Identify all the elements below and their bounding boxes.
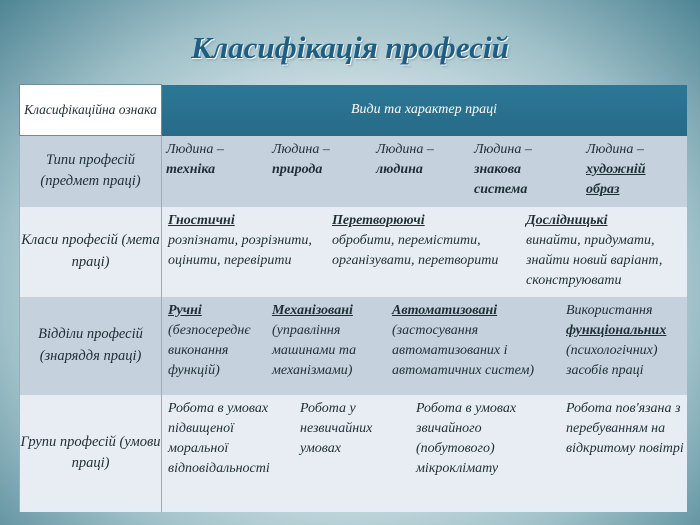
- row-label: Типи професій (предмет праці): [20, 136, 162, 207]
- class-cell: Дослідницькі винайти, придумати, знайти новий варіант, сконструювати: [526, 212, 663, 289]
- header-criteria: Класифікаційна ознака: [20, 85, 162, 136]
- group-cell: Робота пов'язана з перебуванням на відкритому повітрі: [566, 400, 684, 457]
- department-cell: Автоматизовані (застосування автоматизованих і автоматичних систем): [392, 302, 535, 379]
- header-types: Види та характер праці: [162, 85, 687, 136]
- type-cell: Людина – техніка: [166, 141, 224, 177]
- slide-title: Класифікація професій: [191, 30, 509, 65]
- type-cell: Людина – знакова система: [474, 141, 532, 198]
- type-cell: Людина – природа: [272, 141, 330, 177]
- row-label: Відділи професій (знаряддя праці): [20, 297, 162, 395]
- group-cell: Робота в умовах звичайного (побутового) мікроклімату: [416, 400, 517, 477]
- group-cell: Робота в умовах підвищеної моральної відповідальності: [168, 400, 270, 477]
- department-cell: Ручні (безпосереднє виконання функцій): [168, 302, 251, 379]
- table-row: [20, 297, 687, 395]
- table-row: [20, 395, 687, 512]
- class-cell: Перетворюючі обробити, перемістити, організувати, перетворити: [332, 212, 499, 269]
- row-label: Класи професій (мета праці): [20, 207, 162, 297]
- type-cell: Людина – людина: [376, 141, 434, 177]
- department-cell: Механізовані (управління машинами та механізмами): [272, 302, 357, 379]
- type-cell: Людина – художній образ: [586, 141, 646, 198]
- department-cell: Використання функціональних (психологічних) засобів праці: [566, 302, 667, 379]
- row-label: Групи професій (умови праці): [20, 395, 162, 512]
- table-row: [20, 207, 687, 297]
- table-row: [20, 136, 687, 207]
- group-cell: Робота у незвичайних умовах: [300, 400, 373, 457]
- class-cell: Гностичні розпізнати, розрізнити, оцінити, перевірити: [168, 212, 312, 269]
- classification-table: [19, 84, 687, 512]
